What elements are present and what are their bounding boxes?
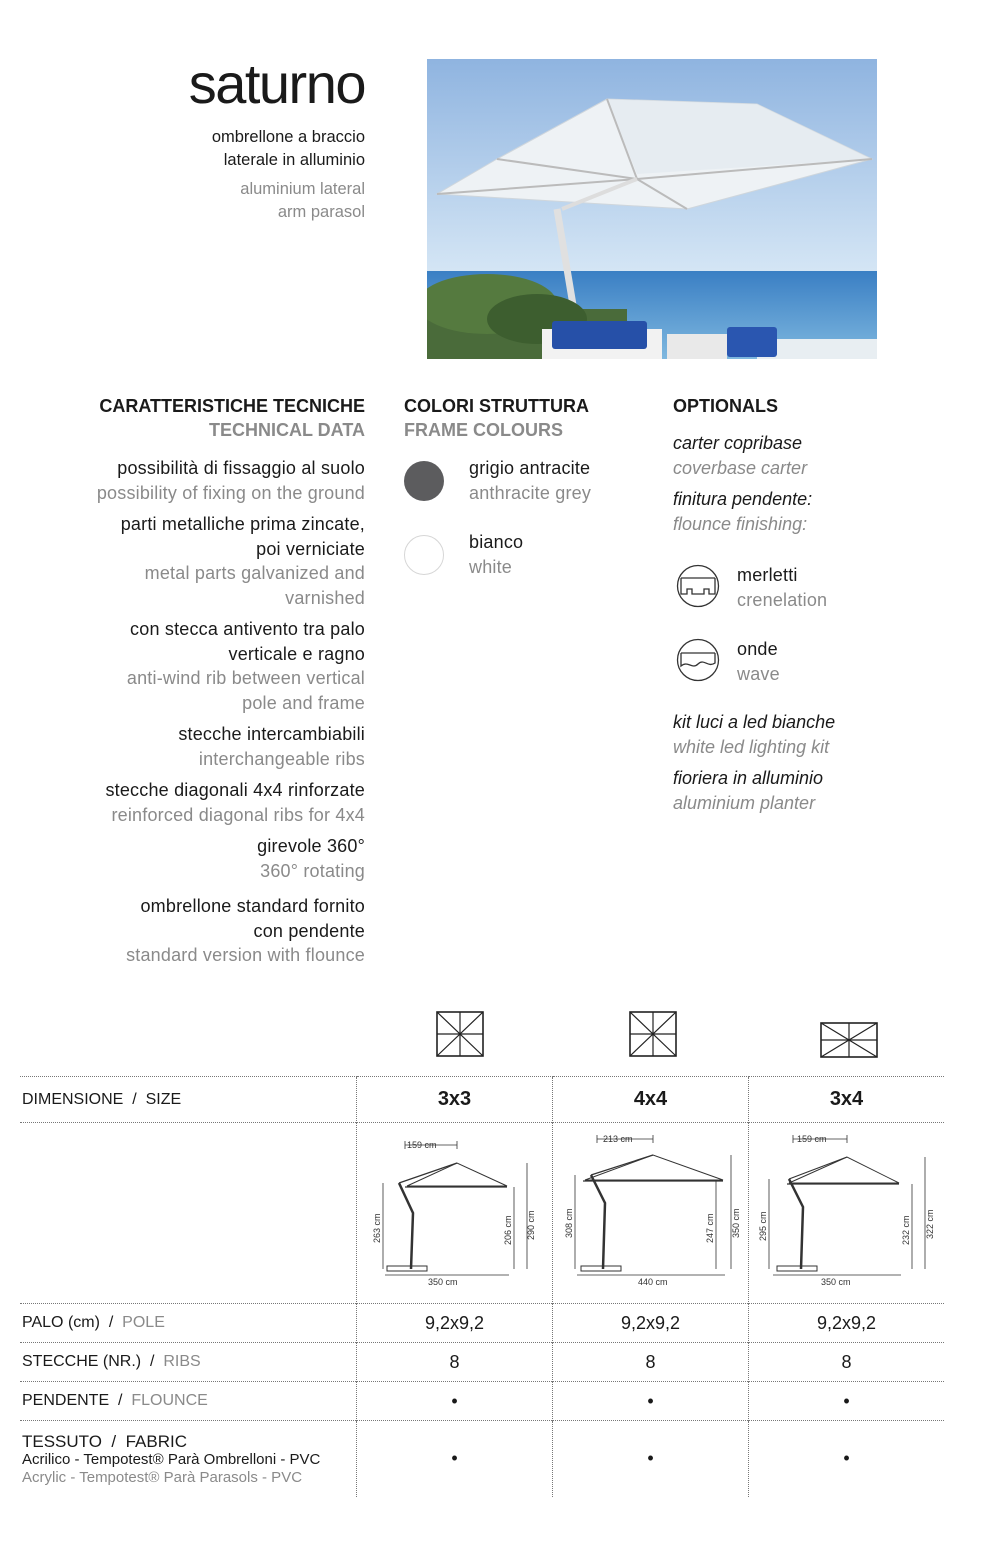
feature-item: [20, 617, 365, 715]
ribs-label-it: STECCHE (NR.): [22, 1353, 142, 1370]
ribs-label-en: RIBS: [163, 1353, 201, 1370]
plan-rectangle-icon: [820, 1022, 878, 1063]
feature-en: metal parts galvanized and: [144, 563, 365, 583]
height-left-dimension: 295 cm: [758, 1211, 768, 1241]
optional-en: flounce finishing:: [673, 514, 808, 534]
pole-value: 9,2x9,2: [749, 1304, 945, 1343]
finish-wave-label: [737, 637, 937, 686]
feature-en: possibility of fixing on the ground: [96, 482, 365, 503]
finish-crenelation-label: [737, 563, 937, 612]
height-mid-dimension: 206 cm: [503, 1215, 513, 1245]
colour-en: white: [469, 556, 513, 577]
finish-it: onde: [737, 639, 778, 659]
crenelation-icon: [676, 564, 720, 613]
label-separator: /: [118, 1392, 123, 1409]
subtitle-italian: [120, 126, 365, 172]
pole-label-en: POLE: [122, 1314, 165, 1331]
feature-item: [20, 834, 365, 883]
fabric-label-title: TESSUTO / FABRIC: [22, 1432, 187, 1451]
base-dimension: 350 cm: [428, 1277, 458, 1287]
spec-table: [20, 1076, 944, 1497]
feature-it: girevole 360°: [257, 836, 365, 856]
subtitle-english-line: arm parasol: [277, 203, 365, 221]
optional-it: finitura pendente:: [673, 489, 813, 509]
colours-title-en: FRAME COLOURS: [404, 420, 563, 440]
pole-value: 9,2x9,2: [357, 1304, 553, 1343]
technical-title-en: TECHNICAL DATA: [209, 420, 365, 440]
feature-en: pole and frame: [242, 692, 365, 713]
ribs-value: 8: [553, 1343, 749, 1382]
table-row-pole: [20, 1304, 944, 1343]
flounce-label: [20, 1382, 357, 1421]
feature-it: parti metalliche prima zincate,: [120, 514, 365, 534]
subtitle-italian-line: laterale in alluminio: [223, 151, 365, 169]
height-mid-dimension: 232 cm: [901, 1215, 911, 1245]
subtitle-english: [120, 178, 365, 224]
pole-label: [20, 1304, 357, 1343]
fabric-value: •: [553, 1421, 749, 1497]
table-row-diagram: [20, 1123, 944, 1304]
colours-title: [404, 394, 644, 442]
product-photo: [427, 59, 877, 359]
pole-label-it: PALO (cm): [22, 1314, 100, 1331]
diagram-cell: [553, 1123, 749, 1304]
product-title: saturno: [188, 52, 365, 115]
height-right-dimension: 350 cm: [731, 1208, 741, 1238]
feature-it: con pendente: [253, 920, 365, 941]
subtitle-english-line: aluminium lateral: [240, 180, 365, 198]
diagram-cell: [357, 1123, 553, 1304]
colour-anthracite-label: [469, 456, 669, 505]
flounce-value: •: [749, 1382, 945, 1421]
colour-it: bianco: [469, 532, 524, 552]
technical-title: [40, 394, 365, 442]
height-right-dimension: 290 cm: [526, 1210, 536, 1240]
feature-it: con stecca antivento tra palo: [130, 619, 365, 639]
feature-item: [20, 456, 365, 505]
feature-it: ombrellone standard fornito: [140, 896, 365, 916]
table-row-ribs: [20, 1343, 944, 1382]
feature-item: [20, 778, 365, 827]
swatch-white[interactable]: [404, 535, 444, 575]
arm-dimension: 213 cm: [603, 1134, 633, 1144]
feature-item: [20, 512, 365, 610]
feature-en: standard version with flounce: [126, 945, 365, 965]
feature-en: varnished: [285, 587, 365, 608]
optional-en: aluminium planter: [673, 793, 816, 813]
flounce-label-it: PENDENTE: [22, 1392, 110, 1409]
arm-dimension: 159 cm: [407, 1140, 437, 1150]
size-label: DIMENSIONE / SIZE: [20, 1077, 357, 1123]
colour-en: anthracite grey: [469, 482, 592, 503]
flounce-value: •: [357, 1382, 553, 1421]
feature-en: reinforced diagonal ribs for 4x4: [111, 804, 365, 825]
feature-it: verticale e ragno: [228, 643, 365, 664]
size-value: 3x4: [749, 1077, 945, 1123]
feature-en: 360° rotating: [260, 860, 365, 881]
fabric-value: •: [357, 1421, 553, 1497]
table-row-size: [20, 1077, 944, 1123]
base-dimension: 440 cm: [638, 1277, 668, 1287]
height-left-dimension: 308 cm: [564, 1208, 574, 1238]
flounce-label-en: FLOUNCE: [131, 1392, 208, 1409]
table-row-flounce: [20, 1382, 944, 1421]
feature-it: stecche intercambiabili: [178, 724, 365, 744]
feature-it: stecche diagonali 4x4 rinforzate: [105, 780, 365, 800]
optional-en: coverbase carter: [673, 458, 808, 478]
label-separator: /: [150, 1353, 155, 1370]
plan-square-icon: [436, 1011, 484, 1062]
optional-carter: [673, 431, 913, 537]
side-elevation-diagram: [553, 1123, 748, 1298]
colour-it: grigio antracite: [469, 458, 591, 478]
subtitle-italian-line: ombrellone a braccio: [211, 128, 365, 146]
diagram-cell: [749, 1123, 945, 1304]
flounce-value: •: [553, 1382, 749, 1421]
size-value: 3x3: [357, 1077, 553, 1123]
fabric-it: Acrilico - Tempotest® Parà Ombrelloni - PVC: [22, 1451, 321, 1468]
colour-white-label: [469, 530, 669, 579]
fabric-label: [20, 1421, 357, 1497]
side-elevation-diagram: [749, 1123, 944, 1298]
optional-en: white led lighting kit: [673, 737, 830, 757]
technical-title-it: CARATTERISTICHE TECNICHE: [99, 396, 365, 416]
wave-icon: [676, 638, 720, 687]
finish-en: wave: [737, 663, 780, 684]
feature-it: poi verniciate: [256, 538, 365, 559]
label-separator: /: [108, 1314, 114, 1331]
finish-it: merletti: [737, 565, 798, 585]
optional-it: carter copribase: [673, 433, 803, 453]
feature-en: anti-wind rib between vertical: [126, 668, 365, 688]
height-mid-dimension: 247 cm: [705, 1213, 715, 1243]
optional-it: kit luci a led bianche: [673, 712, 836, 732]
ribs-label: [20, 1343, 357, 1382]
fabric-value: •: [749, 1421, 945, 1497]
table-row-fabric: [20, 1421, 944, 1497]
diagram-label-cell: [20, 1123, 357, 1304]
feature-item: [20, 894, 365, 968]
optionals-title: OPTIONALS: [673, 396, 779, 416]
height-right-dimension: 322 cm: [925, 1209, 935, 1239]
ribs-value: 8: [357, 1343, 553, 1382]
optional-led-planter: [673, 710, 933, 816]
feature-it: possibilità di fissaggio al suolo: [117, 458, 365, 478]
feature-en: interchangeable ribs: [198, 748, 365, 769]
colours-title-it: COLORI STRUTTURA: [404, 396, 589, 416]
size-value: 4x4: [553, 1077, 749, 1123]
optional-it: fioriera in alluminio: [673, 768, 824, 788]
swatch-anthracite[interactable]: [404, 461, 444, 501]
side-elevation-diagram: [357, 1123, 552, 1298]
height-left-dimension: 263 cm: [372, 1213, 382, 1243]
base-dimension: 350 cm: [821, 1277, 851, 1287]
plan-square-icon: [629, 1011, 677, 1062]
ribs-value: 8: [749, 1343, 945, 1382]
finish-en: crenelation: [737, 589, 828, 610]
feature-list: [20, 456, 365, 968]
arm-dimension: 159 cm: [797, 1134, 827, 1144]
pole-value: 9,2x9,2: [553, 1304, 749, 1343]
feature-item: [20, 722, 365, 771]
fabric-en: Acrylic - Tempotest® Parà Parasols - PVC: [22, 1469, 303, 1486]
